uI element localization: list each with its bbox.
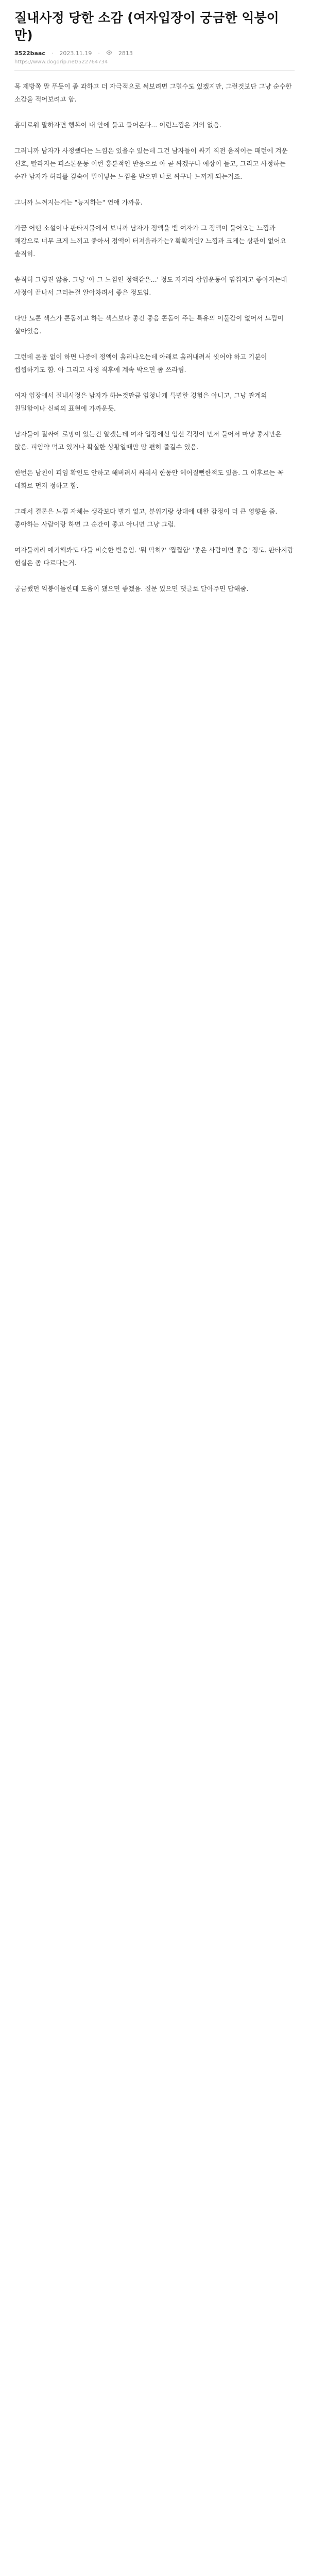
post-title: 질내사정 당한 소감 (여자입장이 궁금한 익붕이만) — [14, 10, 279, 43]
post-paragraph: 여자 입장에서 질내사정은 남자가 하는것만큼 엄청나게 특별한 경험은 아니고, 그냥 관계의 친밀함이나 신뢰의 표현에 가까운듯. — [14, 392, 267, 412]
post-meta — [14, 49, 295, 57]
separator: · — [98, 50, 100, 57]
post-paragraph: 궁금했던 익붕이들한테 도움이 됐으면 좋겠음. 질문 있으면 댓글로 달아주면 답해줌. — [14, 585, 249, 592]
post-paragraph: 다만 노콘 섹스가 콘돔끼고 하는 섹스보다 좋긴 좋음 콘돔이 주는 특유의 이물감이 없어서 느낌이 살아있음. — [14, 314, 284, 335]
post-paragraph: 목 제방쪽 말 푸듯이 좀 과하고 더 자극적으로 써보려면 그럴수도 있겠지만, 그런것보단 그냥 순수한 소감을 적어보려고 함. — [14, 82, 292, 103]
post-paragraph: 남자들이 질싸에 로망이 있는건 알겠는데 여자 입장에선 임신 걱정이 먼저 들어서 마냥 좋지만은 않음. 피임약 먹고 있거나 확실한 상황일때만 맘 편히 즐길수 있음. — [14, 430, 282, 451]
views-icon — [106, 49, 112, 57]
post-paragraph: 한번은 남친이 피임 확인도 안하고 해버려서 싸워서 한동안 헤어질뻔한적도 있음. 그 이후로는 꼭 대화로 먼저 정하고 함. — [14, 469, 284, 489]
post-url[interactable]: https://www.dogdrip.net/522764734 — [14, 59, 295, 71]
post-paragraph: 솔직히 그렇진 않음. 그냥 '아 그 느낌인 정액같은...' 정도 자지라 삽입운동이 멈춰지고 좋아지는데 사정이 끝나서 그러는걸 알아차려서 좋은 정도임. — [14, 276, 287, 296]
post-paragraph: 그니까 느껴지는거는 "능지하는" 연애 가까움. — [14, 198, 143, 206]
post-paragraph: 흥미로워 말하자면 행복이 내 안에 들고 들어온다... 이런느낌은 거의 없음. — [14, 121, 221, 129]
post-body — [14, 80, 295, 595]
post-paragraph: 가끔 어떤 소설이나 판타지물에서 보니까 남자가 정액을 뱉 여자가 그 정액이 들어오는 느낌과 쾌감으로 너무 크게 느끼고 좋아서 정액이 터져올라가는? 확확적인? 느낌과 크게는 상관이 없어요 솔직히. — [14, 224, 286, 258]
separator: · — [51, 50, 54, 57]
post-paragraph: 여자들끼리 얘기해봐도 다들 비슷한 반응임. '뭐 딱히?' '찝찝함' '좋은 사람이면 좋음' 정도. 판타지랑 현실은 좀 다르다는거. — [14, 546, 294, 567]
post-paragraph: 그런데 콘돔 없이 하면 나중에 정액이 흘러나오는데 아래로 흘러내려서 씻어야 하고 기분이 찝찝하기도 함. 아 그리고 사정 직후에 계속 박으면 좀 쓰라림. — [14, 353, 267, 374]
post-paragraph: 그러니까 남자가 사정했다는 느낌은 있을수 있는데 그건 남자들이 싸기 직전 움직이는 패턴에 겨운 신호, 빨라지는 피스톤운동 이런 흥분적인 반응으로 아 곧 싸겠구나 예상이 들고, 그리고 사정하는 순간 남자가 허리를 깊숙이 밀어넣는 느낌을 받으면 나로 싸구나 느끼게 되는거죠. — [14, 147, 288, 180]
view-count: 2813 — [118, 50, 133, 57]
post-paragraph: 그래서 결론은 느낌 자체는 생각보다 별거 없고, 분위기랑 상대에 대한 감정이 더 큰 영향을 줌. 좋아하는 사람이랑 하면 그 순간이 좋고 아니면 그냥 그럼. — [14, 507, 278, 528]
author-name[interactable]: 3522baac — [14, 50, 45, 57]
post-date: 2023.11.19 — [59, 50, 92, 57]
